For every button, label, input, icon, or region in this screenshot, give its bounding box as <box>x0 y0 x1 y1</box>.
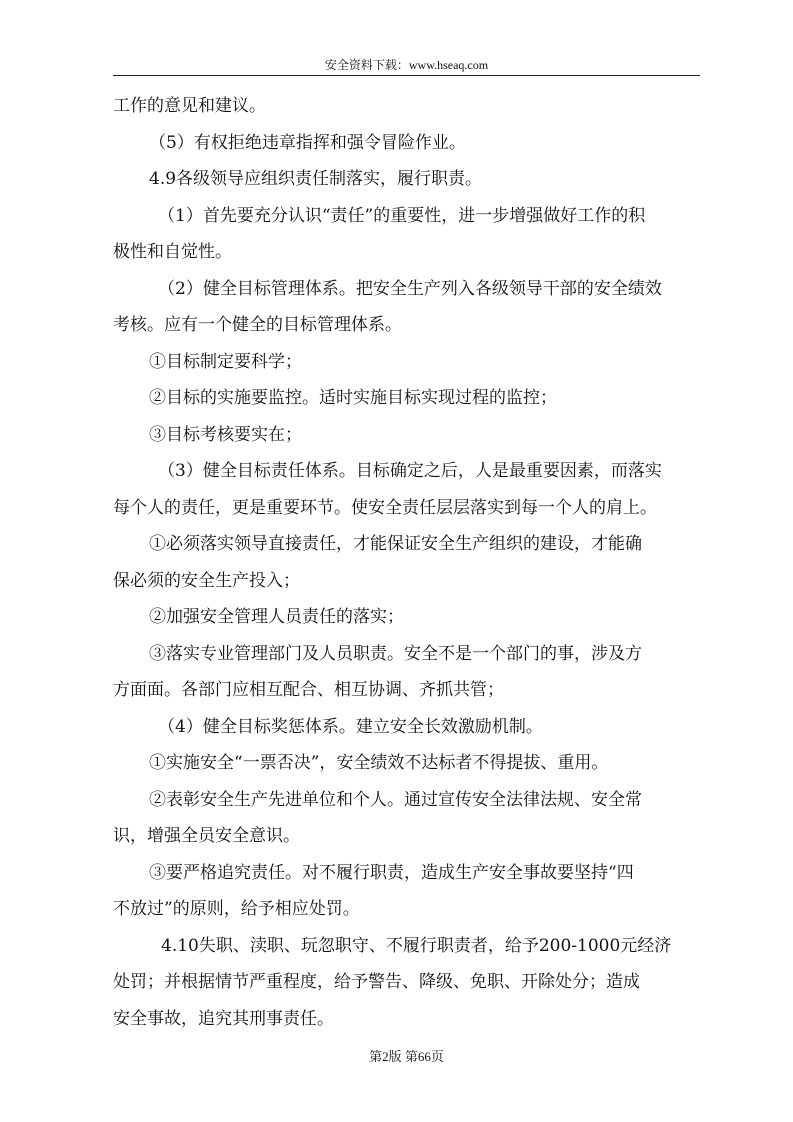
body-line: 保必须的安全生产投入； <box>113 570 300 591</box>
body-line: 识，增强全员安全意识。 <box>113 826 300 846</box>
body-line: ③落实专业管理部门及人员职责。安全不是一个部门的事，涉及方 <box>149 643 642 664</box>
body-line: 考核。应有一个健全的目标管理体系。 <box>113 315 402 335</box>
body-line: 方面面。各部门应相互配合、相互协调、齐抓共管； <box>113 680 504 700</box>
body-line: （3）健全目标责任体系。目标确定之后，人是最重要因素，而落实 <box>158 461 662 481</box>
body-line: （2）健全目标管理体系。把安全生产列入各级领导干部的安全绩效 <box>158 278 662 299</box>
body-line: 工作的意见和建议。 <box>113 96 266 116</box>
body-line: ①目标制定要科学； <box>149 351 302 372</box>
body-line: ②目标的实施要监控。适时实施目标实现过程的监控； <box>149 388 557 408</box>
body-line: 不放过”的原则，给予相应处罚。 <box>113 899 360 919</box>
body-line: ②表彰安全生产先进单位和个人。通过宣传安全法律法规、安全常 <box>149 789 642 810</box>
body-line: 4.9各级领导应组织责任制落实，履行职责。 <box>149 169 483 189</box>
body-line: ③要严格追究责任。对不履行职责，造成生产安全事故要坚持“四 <box>149 862 634 883</box>
body-line: ①实施安全“一票否决”，安全绩效不达标者不得提拔、重用。 <box>149 753 609 773</box>
header-divider <box>113 75 700 76</box>
body-line: 处罚；并根据情节严重程度，给予警告、降级、免职、开除处分；造成 <box>113 972 640 992</box>
body-line: ②加强安全管理人员责任的落实； <box>149 607 404 627</box>
body-line: 安全事故，追究其刑事责任。 <box>113 1008 334 1029</box>
body-line: 4.10失职、渎职、玩忽职守、不履行职责者，给予200-1000元经济 <box>161 935 672 956</box>
body-line: （1）首先要充分认识“责任”的重要性，进一步增强做好工作的积 <box>158 205 646 226</box>
page-header: 安全资料下载：www.hseaq.com <box>324 58 489 72</box>
page-footer: 第2版 第66页 <box>369 1049 444 1064</box>
body-line: 每个人的责任，更是重要环节。使安全责任层层落实到每一个人的肩上。 <box>113 497 657 518</box>
document-body <box>113 88 700 1037</box>
body-line: 极性和自觉性。 <box>113 242 232 262</box>
body-line: ①必须落实领导直接责任，才能保证安全生产组织的建设，才能确 <box>149 534 642 554</box>
body-line: （4）健全目标奖惩体系。建立安全长效激励机制。 <box>158 716 543 737</box>
body-line: ③目标考核要实在； <box>149 424 302 445</box>
body-line: （5）有权拒绝违章指挥和强令冒险作业。 <box>149 132 466 153</box>
